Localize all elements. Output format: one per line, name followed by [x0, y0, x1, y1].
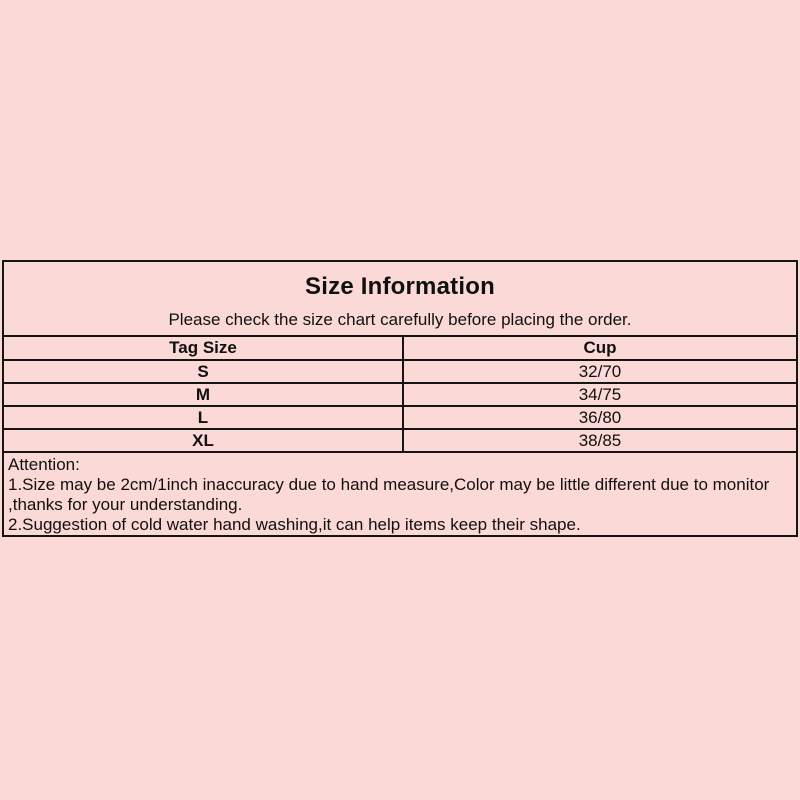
- page-subtitle: Please check the size chart carefully before placing the order.: [168, 310, 632, 329]
- page-title: Size Information: [305, 273, 495, 300]
- tag-size-cell: L: [4, 407, 404, 428]
- tag-size-cell: S: [4, 361, 404, 382]
- attention-line: 2.Suggestion of cold water hand washing,it can help items keep their shape.: [8, 515, 581, 534]
- tag-size-cell: XL: [4, 430, 404, 451]
- cup-cell: 36/80: [578, 407, 622, 427]
- table-row: [4, 430, 796, 453]
- cup-cell: 32/70: [578, 361, 622, 381]
- cup-cell: 34/75: [578, 384, 622, 404]
- table-header-cup: Cup: [583, 338, 617, 357]
- table-row: [4, 384, 796, 407]
- attention-line: 1.Size may be 2cm/1inch inaccuracy due to hand measure,Color may be little different due to monitor: [8, 475, 770, 494]
- attention-note: [4, 453, 796, 535]
- size-info-header: [4, 262, 796, 337]
- tag-size-cell: M: [4, 384, 404, 405]
- cup-cell: 38/85: [578, 430, 622, 450]
- table-row: [4, 407, 796, 430]
- table-header-tag-size: Tag Size: [4, 337, 404, 359]
- table-header-row: [4, 337, 796, 361]
- size-table: [4, 337, 796, 453]
- size-info-panel: [2, 260, 798, 537]
- attention-line: ,thanks for your understanding.: [8, 495, 243, 514]
- table-row: [4, 361, 796, 384]
- attention-heading: Attention:: [8, 455, 80, 474]
